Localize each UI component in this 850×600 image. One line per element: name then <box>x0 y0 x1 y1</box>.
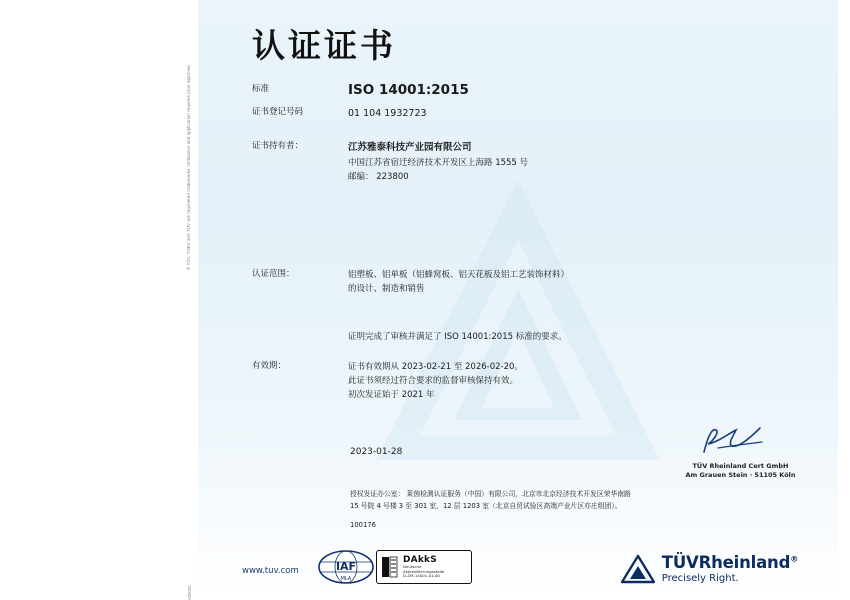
dakks-name: DAkkS <box>403 555 437 566</box>
brand-name-text: TÜVRheinland <box>661 552 791 572</box>
signature-mark <box>698 424 768 456</box>
holder-postcode: 邮编： 223800 <box>348 171 409 182</box>
authorization-line-2: 15 号院 4 号楼 3 至 301 室，12 层 1203 室（北京自贸试验区高端产业片区亦庄组团）。 <box>350 501 622 510</box>
validity-line-3: 初次发证始于 2021 年 <box>348 390 435 401</box>
validity-row <box>252 360 812 402</box>
brand-tagline: Precisely Right. <box>661 572 739 584</box>
certificate-content <box>198 0 838 600</box>
conformity-statement: 证明完成了审核并满足了 ISO 14001:2015 标准的要求。 <box>348 332 567 342</box>
scope-label: 认证范围： <box>252 269 295 279</box>
issuer-address: Am Grauen Stein · 51105 Köln <box>685 471 796 480</box>
issue-date: 2023-01-28 <box>350 447 403 457</box>
authorization-note <box>350 489 815 513</box>
standard-row <box>252 83 812 98</box>
holder-company-name: 江苏雅泰科技产业园有限公司 <box>348 142 472 153</box>
dakks-accreditation-logo <box>376 550 472 584</box>
brand-name <box>662 554 798 573</box>
certificate-holder-row <box>252 140 812 184</box>
dakks-mark-icon <box>381 556 399 578</box>
dakks-sub1: Deutsche <box>403 564 422 570</box>
dakks-registration-code: D-ZM-14001-01-00 <box>403 573 440 579</box>
certificate-footer <box>198 540 838 586</box>
statement-label-spacer <box>252 330 348 344</box>
document-code-side-note: A20022 <box>187 585 192 600</box>
tuv-triangle-icon <box>621 554 655 584</box>
registration-number-row <box>252 106 812 122</box>
dakks-sub2: Akkreditierungsstelle <box>403 568 445 574</box>
issuer-block <box>653 462 828 481</box>
standard-value: ISO 14001:2015 <box>348 82 469 98</box>
validity-value <box>348 360 523 402</box>
standard-label: 标准 <box>252 84 270 94</box>
tuv-url[interactable]: www.tuv.com <box>242 566 299 576</box>
trademark-side-note: ® TÜV, TUEV and TUV are registered trademarks. Utilisation and application requires prior approval. <box>186 63 191 270</box>
registration-number-value: 01 104 1932723 <box>348 108 427 119</box>
iaf-mla-logo-icon <box>318 550 374 584</box>
holder-address: 中国江苏省宿迁经济技术开发区上海路 1555 号 <box>348 157 529 168</box>
authorization-line-1: 授权发证办公室： 莱茵检测认证服务（中国）有限公司，北京市北京经济技术开发区荣华南路 <box>350 490 631 498</box>
validity-line-2: 此证书须经过符合要求的监督审核保持有效。 <box>348 376 519 387</box>
validity-line-1: 证书有效期从 2023-02-21 至 2026-02-20。 <box>348 362 523 372</box>
scope-line-1: 铝塑板、铝单板（铝蜂窝板、铝天花板及铝工艺装饰材料） <box>348 270 570 280</box>
page-title: 认证证书 <box>252 26 396 65</box>
validity-label: 有效期： <box>252 361 287 371</box>
issuer-name: TÜV Rheinland Cert GmbH <box>692 462 789 470</box>
scope-line-2: 的设计、制造和销售 <box>348 284 425 295</box>
authorization-postcode: 100176 <box>350 521 376 529</box>
certificate-holder-value <box>348 140 528 184</box>
scope-row <box>252 268 812 296</box>
svg-text:MLA: MLA <box>340 576 352 582</box>
dakks-text-block <box>403 555 444 578</box>
tuv-rheinland-logo <box>621 554 798 584</box>
certificate-holder-label: 证书持有者： <box>252 141 304 151</box>
registration-number-label: 证书登记号码 <box>252 107 304 117</box>
brand-text-block <box>662 554 798 584</box>
scope-value <box>348 268 569 296</box>
certificate-sheet <box>198 0 838 600</box>
brand-registered-mark: ® <box>790 554 798 564</box>
statement-row <box>252 330 812 344</box>
svg-text:IAF: IAF <box>335 560 357 573</box>
